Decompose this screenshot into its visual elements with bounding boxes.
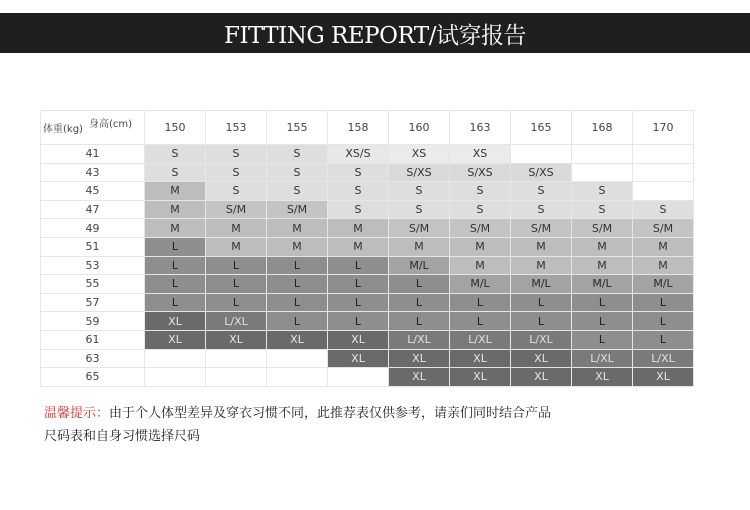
note-text-1: 由于个人体型差异及穿衣习惯不同，此推荐表仅供参考，请亲们同时结合产品 bbox=[109, 406, 552, 421]
height-header-cell: 160 bbox=[389, 111, 450, 145]
height-header-cell: 165 bbox=[511, 111, 572, 145]
weight-cell: 57 bbox=[41, 293, 145, 312]
height-header-cell: 170 bbox=[633, 111, 694, 145]
size-cell: M bbox=[145, 219, 206, 238]
size-cell: L bbox=[633, 293, 694, 312]
size-cell: S bbox=[206, 145, 267, 164]
table-row bbox=[41, 163, 694, 182]
size-cell: M bbox=[572, 237, 633, 256]
table-row bbox=[41, 237, 694, 256]
size-cell: S bbox=[450, 200, 511, 219]
size-cell: M/L bbox=[450, 275, 511, 294]
size-cell: S bbox=[389, 182, 450, 201]
size-cell: L bbox=[267, 312, 328, 331]
weight-cell: 51 bbox=[41, 237, 145, 256]
size-cell: XL bbox=[389, 349, 450, 368]
size-cell: S bbox=[328, 200, 389, 219]
size-cell: M bbox=[145, 200, 206, 219]
size-cell: M bbox=[511, 256, 572, 275]
table-row bbox=[41, 182, 694, 201]
fitting-note bbox=[44, 402, 551, 448]
size-cell: M bbox=[328, 219, 389, 238]
weight-cell: 65 bbox=[41, 368, 145, 387]
weight-axis-label: 体重(kg) bbox=[43, 124, 83, 135]
size-cell bbox=[145, 368, 206, 387]
size-cell: XL bbox=[328, 330, 389, 349]
table-row bbox=[41, 256, 694, 275]
size-cell: L bbox=[450, 293, 511, 312]
size-cell: M bbox=[206, 219, 267, 238]
table-corner bbox=[41, 111, 145, 145]
size-cell: L bbox=[145, 237, 206, 256]
weight-cell: 53 bbox=[41, 256, 145, 275]
size-cell: L bbox=[267, 275, 328, 294]
table-row bbox=[41, 368, 694, 387]
size-cell bbox=[633, 163, 694, 182]
size-cell: S bbox=[145, 145, 206, 164]
size-cell: XS bbox=[389, 145, 450, 164]
size-cell bbox=[267, 368, 328, 387]
size-cell: L bbox=[389, 275, 450, 294]
size-cell: L/XL bbox=[633, 349, 694, 368]
size-cell: XL bbox=[328, 349, 389, 368]
note-text-2: 尺码表和自身习惯选择尺码 bbox=[44, 429, 201, 444]
size-cell: XL bbox=[206, 330, 267, 349]
size-cell: L bbox=[267, 293, 328, 312]
size-cell bbox=[206, 368, 267, 387]
size-cell bbox=[145, 349, 206, 368]
size-cell bbox=[206, 349, 267, 368]
size-cell: L bbox=[328, 275, 389, 294]
size-cell: S bbox=[206, 182, 267, 201]
size-cell: L bbox=[328, 293, 389, 312]
height-header-cell: 158 bbox=[328, 111, 389, 145]
size-cell: M bbox=[633, 237, 694, 256]
size-cell: M/L bbox=[633, 275, 694, 294]
size-cell bbox=[328, 368, 389, 387]
size-cell: XL bbox=[633, 368, 694, 387]
size-cell: L bbox=[633, 330, 694, 349]
title-banner bbox=[0, 13, 750, 53]
size-cell: XS bbox=[450, 145, 511, 164]
note-line-1 bbox=[44, 402, 551, 425]
size-cell: M bbox=[267, 219, 328, 238]
size-cell: L bbox=[511, 293, 572, 312]
table-row bbox=[41, 312, 694, 331]
weight-cell: 43 bbox=[41, 163, 145, 182]
size-cell: S bbox=[572, 182, 633, 201]
size-cell: S bbox=[389, 200, 450, 219]
size-cell: S bbox=[328, 182, 389, 201]
size-cell: L bbox=[267, 256, 328, 275]
weight-cell: 63 bbox=[41, 349, 145, 368]
size-cell: XL bbox=[145, 330, 206, 349]
size-cell: XL bbox=[145, 312, 206, 331]
weight-cell: 49 bbox=[41, 219, 145, 238]
table-row bbox=[41, 219, 694, 238]
size-cell: L bbox=[511, 312, 572, 331]
size-cell: L/XL bbox=[572, 349, 633, 368]
size-cell: L bbox=[206, 256, 267, 275]
fitting-table bbox=[40, 110, 694, 387]
size-cell: M bbox=[328, 237, 389, 256]
size-cell: M bbox=[206, 237, 267, 256]
size-cell: L/XL bbox=[511, 330, 572, 349]
size-cell: L bbox=[206, 275, 267, 294]
size-cell: XL bbox=[389, 368, 450, 387]
fitting-table-container bbox=[40, 110, 694, 387]
weight-cell: 55 bbox=[41, 275, 145, 294]
size-cell: L bbox=[389, 312, 450, 331]
size-cell: XL bbox=[511, 349, 572, 368]
size-cell: XL bbox=[450, 349, 511, 368]
table-row bbox=[41, 200, 694, 219]
size-cell: L bbox=[572, 293, 633, 312]
size-cell: L bbox=[572, 312, 633, 331]
table-row bbox=[41, 145, 694, 164]
size-cell: S bbox=[145, 163, 206, 182]
size-cell: S bbox=[633, 200, 694, 219]
height-header-cell: 150 bbox=[145, 111, 206, 145]
size-cell bbox=[511, 145, 572, 164]
size-cell: M/L bbox=[389, 256, 450, 275]
page-title: FITTING REPORT/试穿报告 bbox=[224, 22, 526, 49]
size-cell: S bbox=[267, 182, 328, 201]
size-cell: XS/S bbox=[328, 145, 389, 164]
table-row bbox=[41, 293, 694, 312]
note-hint: 温馨提示： bbox=[44, 406, 110, 421]
height-header-cell: 155 bbox=[267, 111, 328, 145]
size-cell: L bbox=[572, 330, 633, 349]
size-cell: XL bbox=[267, 330, 328, 349]
size-cell: S/M bbox=[511, 219, 572, 238]
height-header-cell: 153 bbox=[206, 111, 267, 145]
size-cell: S/M bbox=[206, 200, 267, 219]
size-cell bbox=[633, 145, 694, 164]
size-cell: S/M bbox=[267, 200, 328, 219]
size-cell: XL bbox=[572, 368, 633, 387]
size-cell: S bbox=[511, 182, 572, 201]
size-cell: S bbox=[328, 163, 389, 182]
height-header-row bbox=[41, 111, 694, 145]
size-cell: L bbox=[145, 256, 206, 275]
size-cell: M bbox=[572, 256, 633, 275]
size-cell: S/M bbox=[633, 219, 694, 238]
size-cell: S/XS bbox=[389, 163, 450, 182]
size-cell: S bbox=[511, 200, 572, 219]
size-cell bbox=[633, 182, 694, 201]
size-cell: S/XS bbox=[511, 163, 572, 182]
size-cell bbox=[572, 163, 633, 182]
height-axis-label: 身高(cm) bbox=[88, 119, 132, 130]
size-cell: S bbox=[572, 200, 633, 219]
size-cell: L bbox=[328, 256, 389, 275]
size-cell: L bbox=[145, 293, 206, 312]
size-cell: S bbox=[267, 163, 328, 182]
weight-cell: 59 bbox=[41, 312, 145, 331]
height-header-cell: 168 bbox=[572, 111, 633, 145]
size-cell: S bbox=[206, 163, 267, 182]
size-cell: S bbox=[450, 182, 511, 201]
size-cell: S/XS bbox=[450, 163, 511, 182]
size-cell: L bbox=[206, 293, 267, 312]
size-cell: L/XL bbox=[450, 330, 511, 349]
size-cell: S bbox=[267, 145, 328, 164]
size-cell: XL bbox=[450, 368, 511, 387]
size-cell: XL bbox=[511, 368, 572, 387]
size-cell: L/XL bbox=[389, 330, 450, 349]
size-cell: L bbox=[633, 312, 694, 331]
size-cell: M bbox=[450, 237, 511, 256]
weight-cell: 47 bbox=[41, 200, 145, 219]
size-cell: L/XL bbox=[206, 312, 267, 331]
size-cell: M bbox=[389, 237, 450, 256]
size-cell: L bbox=[328, 312, 389, 331]
table-row bbox=[41, 275, 694, 294]
weight-cell: 41 bbox=[41, 145, 145, 164]
size-cell: L bbox=[145, 275, 206, 294]
size-cell: S/M bbox=[389, 219, 450, 238]
size-cell: M/L bbox=[511, 275, 572, 294]
size-cell: S/M bbox=[450, 219, 511, 238]
table-row bbox=[41, 330, 694, 349]
size-cell: M bbox=[145, 182, 206, 201]
weight-cell: 45 bbox=[41, 182, 145, 201]
size-cell: M bbox=[633, 256, 694, 275]
size-cell: M bbox=[450, 256, 511, 275]
size-cell: M/L bbox=[572, 275, 633, 294]
height-header-cell: 163 bbox=[450, 111, 511, 145]
size-cell: M bbox=[267, 237, 328, 256]
size-cell: M bbox=[511, 237, 572, 256]
size-cell: L bbox=[450, 312, 511, 331]
table-row bbox=[41, 349, 694, 368]
weight-cell: 61 bbox=[41, 330, 145, 349]
size-cell: L bbox=[389, 293, 450, 312]
size-cell bbox=[267, 349, 328, 368]
size-cell bbox=[572, 145, 633, 164]
size-cell: S/M bbox=[572, 219, 633, 238]
